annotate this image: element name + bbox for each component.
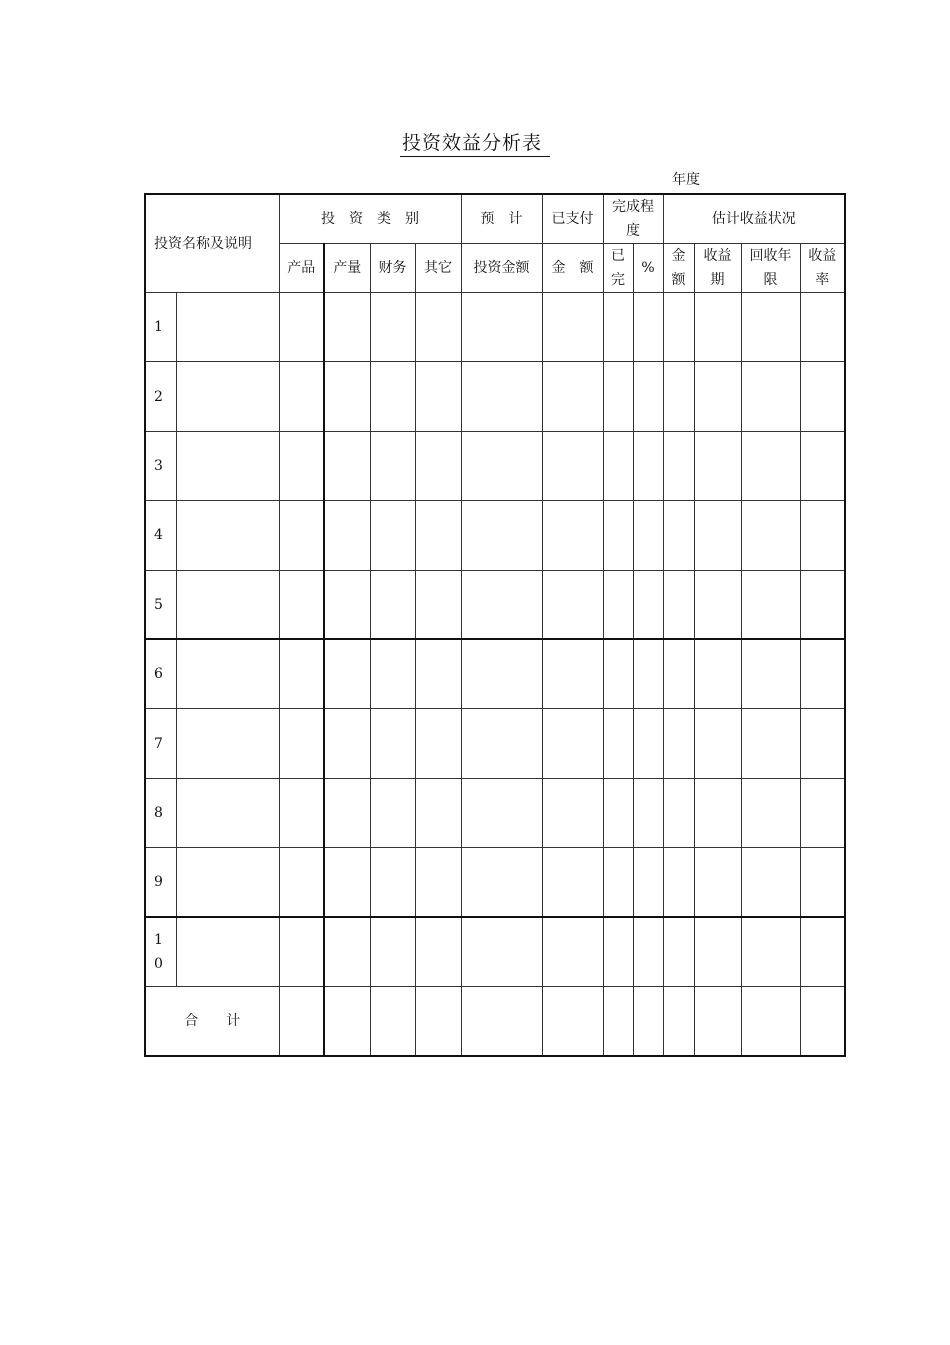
table-cell[interactable] [461, 570, 542, 639]
table-row [145, 570, 845, 639]
total-cell[interactable] [461, 986, 542, 1055]
total-cell[interactable] [663, 986, 694, 1055]
table-cell[interactable] [370, 709, 415, 778]
table-cell[interactable] [663, 709, 694, 778]
table-cell[interactable] [461, 431, 542, 500]
table-cell[interactable] [415, 778, 461, 847]
table-cell[interactable] [694, 570, 741, 639]
table-cell[interactable] [603, 709, 633, 778]
table-cell[interactable] [800, 293, 845, 362]
table-row [145, 639, 845, 708]
total-row [145, 986, 845, 1055]
table-cell[interactable] [663, 778, 694, 847]
header-estimate-top: 预 计 [461, 194, 542, 244]
table-cell[interactable] [370, 362, 415, 431]
table-cell[interactable] [279, 293, 324, 362]
table-cell[interactable] [663, 570, 694, 639]
total-cell[interactable] [542, 986, 603, 1055]
table-cell[interactable] [800, 917, 845, 986]
row-number: 2 [145, 362, 176, 431]
table-cell[interactable] [279, 362, 324, 431]
table-cell[interactable] [324, 639, 370, 708]
table-cell[interactable] [279, 431, 324, 500]
table-cell[interactable] [279, 501, 324, 570]
total-cell[interactable] [603, 986, 633, 1055]
table-row [145, 362, 845, 431]
row-number: 5 [145, 570, 176, 639]
table-cell[interactable] [603, 501, 633, 570]
table-cell[interactable] [741, 431, 800, 500]
header-row-1 [145, 194, 845, 244]
table-cell[interactable] [663, 293, 694, 362]
table-cell[interactable] [542, 848, 603, 917]
table-cell[interactable] [800, 848, 845, 917]
table-cell[interactable] [633, 778, 663, 847]
table-cell[interactable] [461, 293, 542, 362]
table-cell[interactable] [461, 848, 542, 917]
table-cell[interactable] [279, 709, 324, 778]
table-cell[interactable] [694, 639, 741, 708]
table-cell[interactable] [603, 917, 633, 986]
table-cell[interactable] [633, 709, 663, 778]
document-title [0, 128, 950, 157]
table-row [145, 293, 845, 362]
table-cell[interactable] [633, 848, 663, 917]
table-cell[interactable] [461, 709, 542, 778]
table-cell[interactable] [415, 917, 461, 986]
table-cell[interactable] [415, 848, 461, 917]
table-cell[interactable] [694, 848, 741, 917]
table-cell[interactable] [603, 431, 633, 500]
table-cell[interactable] [324, 362, 370, 431]
header-completion-pct: % [633, 244, 663, 293]
header-paid-bottom: 金 额 [542, 244, 603, 293]
table-cell[interactable] [370, 917, 415, 986]
table-cell[interactable] [663, 917, 694, 986]
table-cell[interactable] [603, 293, 633, 362]
table-cell[interactable] [324, 778, 370, 847]
table-cell[interactable] [324, 431, 370, 500]
table-cell[interactable] [542, 570, 603, 639]
table-cell[interactable] [542, 362, 603, 431]
table-cell[interactable] [633, 362, 663, 431]
table-cell[interactable] [603, 362, 633, 431]
total-cell[interactable] [633, 986, 663, 1055]
table-cell[interactable] [741, 848, 800, 917]
table-cell[interactable] [324, 501, 370, 570]
table-cell[interactable] [542, 778, 603, 847]
table-cell[interactable] [324, 709, 370, 778]
table-row [145, 431, 845, 500]
table-cell[interactable] [324, 848, 370, 917]
table-cell[interactable] [279, 917, 324, 986]
table-cell[interactable] [176, 570, 279, 639]
header-benefit-period: 收益期 [694, 244, 741, 293]
table-cell[interactable] [694, 778, 741, 847]
table-row [145, 848, 845, 917]
table-cell[interactable] [176, 778, 279, 847]
table-cell[interactable] [461, 917, 542, 986]
row-number: 8 [145, 778, 176, 847]
table-cell[interactable] [603, 639, 633, 708]
table-cell[interactable] [633, 639, 663, 708]
table-cell[interactable] [324, 917, 370, 986]
table-cell[interactable] [370, 501, 415, 570]
table-cell[interactable] [633, 293, 663, 362]
table-cell[interactable] [279, 639, 324, 708]
header-paid-top: 已支付 [542, 194, 603, 244]
table-cell[interactable] [370, 570, 415, 639]
table-cell[interactable] [415, 501, 461, 570]
table-cell[interactable] [542, 709, 603, 778]
table-cell[interactable] [800, 431, 845, 500]
table-cell[interactable] [633, 917, 663, 986]
table-cell[interactable] [370, 848, 415, 917]
header-benefit-top: 估计收益状况 [663, 194, 845, 244]
table-cell[interactable] [800, 778, 845, 847]
table-cell[interactable] [542, 639, 603, 708]
row-number: 7 [145, 709, 176, 778]
table-cell[interactable] [663, 848, 694, 917]
table-cell[interactable] [370, 778, 415, 847]
table-cell[interactable] [741, 778, 800, 847]
table-cell[interactable] [694, 293, 741, 362]
total-cell[interactable] [800, 986, 845, 1055]
title-text: 投资效益分析表 [400, 128, 550, 157]
table-cell[interactable] [324, 570, 370, 639]
row-number: 4 [145, 501, 176, 570]
table-cell[interactable] [461, 362, 542, 431]
row-number: 9 [145, 848, 176, 917]
table-cell[interactable] [741, 917, 800, 986]
table-cell[interactable] [603, 570, 633, 639]
total-cell[interactable] [415, 986, 461, 1055]
table-row [145, 501, 845, 570]
header-completion-done: 已完 [603, 244, 633, 293]
table-cell[interactable] [800, 362, 845, 431]
table-row [145, 778, 845, 847]
table-cell[interactable] [694, 501, 741, 570]
table-cell[interactable] [663, 362, 694, 431]
table-cell[interactable] [415, 431, 461, 500]
header-category: 投 资 类 别 [279, 194, 461, 244]
table-cell[interactable] [633, 570, 663, 639]
year-label: 年度 [672, 172, 700, 188]
header-benefit-amount: 金额 [663, 244, 694, 293]
table-cell[interactable] [279, 570, 324, 639]
table-cell[interactable] [415, 709, 461, 778]
table-cell[interactable] [542, 293, 603, 362]
table-cell[interactable] [741, 501, 800, 570]
table-cell[interactable] [663, 431, 694, 500]
investment-benefit-table [144, 193, 846, 1057]
table-cell[interactable] [370, 293, 415, 362]
table-cell[interactable] [694, 709, 741, 778]
total-cell[interactable] [324, 986, 370, 1055]
table-cell[interactable] [176, 431, 279, 500]
row-number: 10 [145, 917, 176, 986]
table-cell[interactable] [633, 501, 663, 570]
header-completion-top: 完成程度 [603, 194, 663, 244]
table-cell[interactable] [415, 362, 461, 431]
table-cell[interactable] [663, 639, 694, 708]
table-cell[interactable] [800, 639, 845, 708]
table-body [145, 293, 845, 1056]
table-cell[interactable] [542, 917, 603, 986]
row-number: 3 [145, 431, 176, 500]
row-number: 6 [145, 639, 176, 708]
header-name-desc: 投资名称及说明 [145, 194, 279, 293]
header-estimate-bottom: 投资金额 [461, 244, 542, 293]
table-cell[interactable] [663, 501, 694, 570]
total-cell[interactable] [370, 986, 415, 1055]
table-cell[interactable] [603, 778, 633, 847]
row-number: 1 [145, 293, 176, 362]
table-cell[interactable] [461, 639, 542, 708]
table-cell[interactable] [461, 778, 542, 847]
total-cell[interactable] [694, 986, 741, 1055]
table-cell[interactable] [542, 501, 603, 570]
table-cell[interactable] [415, 639, 461, 708]
table-cell[interactable] [176, 639, 279, 708]
table-cell[interactable] [415, 293, 461, 362]
table-cell[interactable] [415, 570, 461, 639]
table-row [145, 917, 845, 986]
table-cell[interactable] [741, 293, 800, 362]
table-cell[interactable] [741, 639, 800, 708]
table-cell[interactable] [800, 501, 845, 570]
table-cell[interactable] [176, 362, 279, 431]
table-cell[interactable] [176, 293, 279, 362]
table-cell[interactable] [741, 362, 800, 431]
table-cell[interactable] [370, 431, 415, 500]
header-category-other: 其它 [415, 244, 461, 293]
header-benefit-rate: 收益率 [800, 244, 845, 293]
total-cell[interactable] [279, 986, 324, 1055]
table-cell[interactable] [176, 501, 279, 570]
table-cell[interactable] [176, 917, 279, 986]
table-cell[interactable] [603, 848, 633, 917]
total-cell[interactable] [741, 986, 800, 1055]
table-cell[interactable] [176, 709, 279, 778]
table-cell[interactable] [800, 570, 845, 639]
total-label: 合 计 [145, 986, 279, 1055]
table-cell[interactable] [741, 570, 800, 639]
header-benefit-payback: 回收年限 [741, 244, 800, 293]
table-cell[interactable] [176, 848, 279, 917]
table-cell[interactable] [461, 501, 542, 570]
table-cell[interactable] [694, 362, 741, 431]
header-category-output: 产量 [324, 244, 370, 293]
table-cell[interactable] [324, 293, 370, 362]
table-cell[interactable] [542, 431, 603, 500]
table-cell[interactable] [279, 848, 324, 917]
table-cell[interactable] [694, 431, 741, 500]
table-cell[interactable] [370, 639, 415, 708]
table-cell[interactable] [633, 431, 663, 500]
header-category-product: 产品 [279, 244, 324, 293]
table-cell[interactable] [800, 709, 845, 778]
table-cell[interactable] [694, 917, 741, 986]
table-cell[interactable] [741, 709, 800, 778]
header-category-finance: 财务 [370, 244, 415, 293]
table-row [145, 709, 845, 778]
table-cell[interactable] [279, 778, 324, 847]
